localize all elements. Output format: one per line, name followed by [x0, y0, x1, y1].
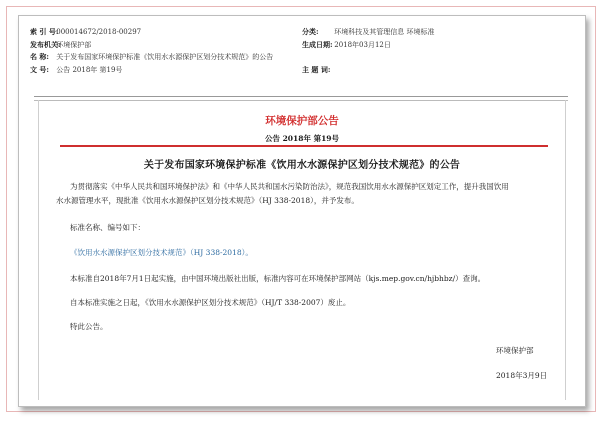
doc-number-value: 公告 2018年 第19号	[56, 65, 123, 74]
frame-left-line	[6, 6, 7, 412]
name-value: 关于发布国家环境保护标准《饮用水水源保护区划分技术规范》的公告	[56, 53, 274, 61]
date-label: 生成日期:	[302, 39, 333, 49]
masthead-title: 环境保护部公告	[265, 115, 339, 127]
date-value: 2018年03月12日	[334, 40, 391, 49]
paragraph-3: 本标准自2018年7月1日起实施，由中国环境出版社出版，标准内容可在环境保护部网站（kjs.mep.gov.cn/hjbhbz/）查询。	[70, 274, 486, 283]
org-value: 环境保护部	[56, 40, 92, 49]
category-label: 分类:	[302, 27, 319, 36]
standard-link[interactable]: 《饮用水水源保护区划分技术规范》（HJ 338-2018）。	[70, 248, 253, 257]
doc-number-label: 文 号:	[30, 64, 50, 74]
red-rule	[60, 145, 548, 147]
paragraph-1-line-2: 水水源管理水平，现批准《饮用水水源保护区划分技术规范》（HJ 338-2018），并予发布。	[56, 196, 359, 205]
index-value: 000014672/2018-00297	[56, 28, 142, 36]
meta-row-name	[30, 51, 550, 64]
paragraph-5: 特此公告。	[70, 322, 108, 331]
name-label: 名 称:	[30, 52, 50, 61]
paragraph-1-line-1: 为贯彻落实《中华人民共和国环境保护法》和《中华人民共和国水污染防治法》，规范我国饮用水水源保护区划定工作，提升我国饮用	[70, 182, 509, 191]
meta-row-index	[30, 26, 550, 39]
notice-title: 关于发布国家环境保护标准《饮用水水源保护区划分技术规范》的公告	[143, 160, 461, 171]
separator-line	[34, 96, 568, 97]
issue-number: 公告 2018年 第19号	[264, 134, 340, 143]
category-value: 环境科技及其管理信息 环境标准	[334, 28, 435, 36]
signature-date: 2018年3月9日	[496, 371, 548, 380]
meta-row-org	[30, 39, 550, 52]
frame-top-line	[6, 6, 596, 7]
paragraph-2: 标准名称、编号如下：	[70, 223, 145, 232]
metadata-table	[30, 26, 550, 76]
frame-bottom-line	[6, 411, 596, 412]
paragraph-4: 自本标准实施之日起，《饮用水水源保护区划分技术规范》（HJ/T 338-2007）废止。	[70, 298, 351, 307]
frame-right-line	[595, 6, 596, 412]
signature: 环境保护部	[496, 346, 534, 355]
meta-row-doc	[30, 64, 550, 77]
subject-label: 主 题 词:	[302, 64, 331, 74]
index-label: 索 引 号:	[30, 27, 59, 36]
org-label: 发布机关:	[30, 39, 61, 49]
